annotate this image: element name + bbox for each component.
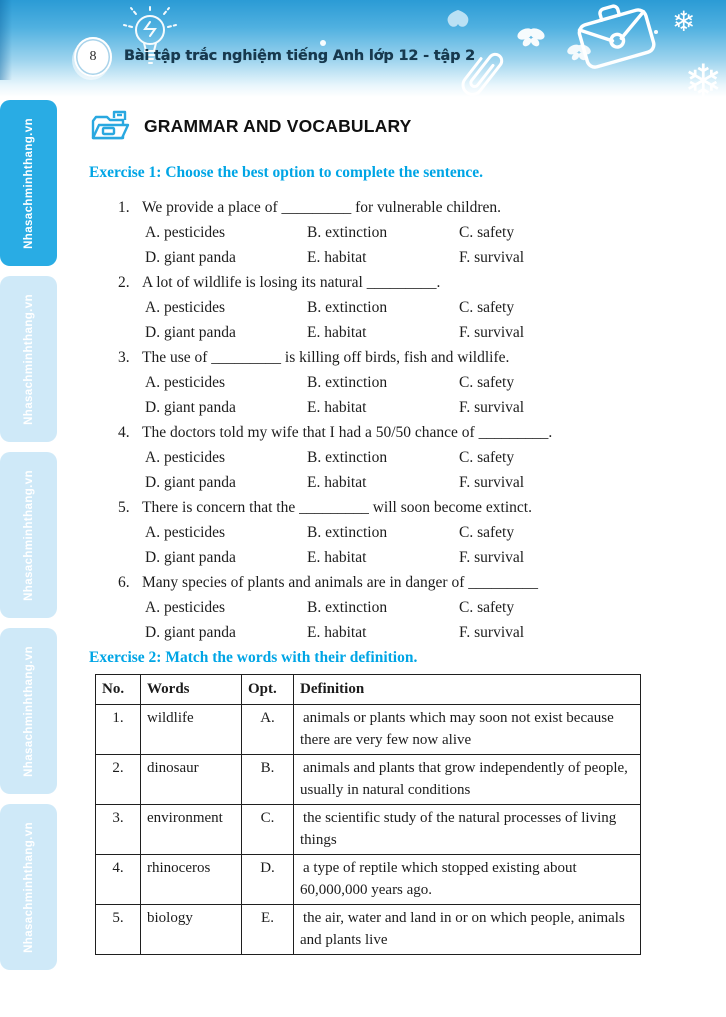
answer-option: B. extinction [307, 449, 388, 466]
watermark-label: Nhasachminhthang.vn [22, 117, 35, 249]
word-cell: wildlife [141, 704, 242, 754]
answer-option: C. safety [459, 599, 515, 616]
watermark-block [0, 100, 57, 266]
paperclip-icon [447, 36, 512, 106]
answer-option: B. extinction [307, 224, 388, 241]
answer-option: E. habitat [307, 474, 367, 491]
word-cell: environment [141, 804, 242, 854]
table-header-row [96, 675, 641, 705]
options-row [89, 620, 645, 645]
question-line [89, 270, 645, 295]
butterfly-icon [516, 26, 546, 50]
vocab-table [95, 674, 641, 955]
question-text: The use of _________ is killing off birds, fish and wildlife. [142, 349, 510, 366]
definition-cell: animals and plants that grow independently of people, usually in natural conditions [294, 754, 641, 804]
column-header-definition: Definition [294, 675, 641, 705]
question-number: 5. [118, 499, 130, 516]
snowflake-icon: ❄ [672, 5, 696, 38]
question-item [89, 270, 645, 345]
briefcase-icon [569, 0, 661, 74]
watermark-label: Nhasachminhthang.vn [22, 645, 35, 777]
options-row [89, 295, 645, 320]
table-row [96, 904, 641, 954]
options-row [89, 370, 645, 395]
snowflake-icon: ❄ [684, 54, 723, 108]
answer-option: F. survival [459, 399, 525, 416]
option-letter-cell: A. [242, 704, 294, 754]
watermark-block [0, 804, 57, 970]
page-number-badge [74, 37, 112, 77]
question-text: There is concern that the _________ will soon become extinct. [142, 499, 532, 516]
question-item [89, 570, 645, 645]
row-number-cell: 1. [96, 704, 141, 754]
question-line [89, 345, 645, 370]
answer-option: A. pesticides [145, 224, 226, 241]
answer-option: A. pesticides [145, 374, 226, 391]
answer-option: A. pesticides [145, 299, 226, 316]
answer-option: A. pesticides [145, 524, 226, 541]
question-number: 4. [118, 424, 130, 441]
answer-option: B. extinction [307, 524, 388, 541]
dot-decoration [320, 40, 326, 46]
row-number-cell: 4. [96, 854, 141, 904]
watermark-block [0, 452, 57, 618]
table-row [96, 704, 641, 754]
question-text: Many species of plants and animals are in danger of _________ [142, 574, 539, 591]
question-number: 2. [118, 274, 130, 291]
answer-option: B. extinction [307, 299, 388, 316]
answer-option: C. safety [459, 524, 515, 541]
answer-option: B. extinction [307, 599, 388, 616]
answer-option: D. giant panda [145, 249, 236, 266]
options-row [89, 220, 645, 245]
table-row [96, 854, 641, 904]
watermark-block [0, 628, 57, 794]
options-row [89, 445, 645, 470]
watermark-label: Nhasachminhthang.vn [22, 293, 35, 425]
main-content [89, 109, 645, 955]
question-number: 6. [118, 574, 130, 591]
watermark-label: Nhasachminhthang.vn [22, 469, 35, 601]
option-letter-cell: C. [242, 804, 294, 854]
watermark-block [0, 276, 57, 442]
header-banner [0, 0, 726, 108]
table-row [96, 804, 641, 854]
watermark-label: Nhasachminhthang.vn [22, 821, 35, 953]
word-cell: dinosaur [141, 754, 242, 804]
section-header [89, 109, 645, 143]
table-body [96, 704, 641, 954]
answer-option: B. extinction [307, 374, 388, 391]
answer-option: E. habitat [307, 399, 367, 416]
answer-option: E. habitat [307, 249, 367, 266]
answer-option: F. survival [459, 549, 525, 566]
question-item [89, 345, 645, 420]
folder-icon [89, 109, 131, 143]
question-text: We provide a place of _________ for vulnerable children. [142, 199, 501, 216]
answer-option: F. survival [459, 324, 525, 341]
answer-option: F. survival [459, 249, 525, 266]
table-row [96, 754, 641, 804]
section-title: GRAMMAR AND VOCABULARY [144, 115, 412, 136]
exercise1-heading: Exercise 1: Choose the best option to complete the sentence. [89, 164, 484, 181]
question-item [89, 495, 645, 570]
question-line [89, 570, 645, 595]
exercise2-heading: Exercise 2: Match the words with their definition. [89, 649, 418, 666]
options-row [89, 520, 645, 545]
options-row [89, 245, 645, 270]
question-line [89, 420, 645, 445]
answer-option: D. giant panda [145, 324, 236, 341]
definition-cell: a type of reptile which stopped existing about 60,000,000 years ago. [294, 854, 641, 904]
answer-option: D. giant panda [145, 474, 236, 491]
definition-cell: the air, water and land in or on which people, animals and plants live [294, 904, 641, 954]
question-item [89, 420, 645, 495]
leaf-icon [444, 8, 472, 34]
options-row [89, 595, 645, 620]
word-cell: biology [141, 904, 242, 954]
page-number: 8 [89, 49, 97, 64]
row-number-cell: 3. [96, 804, 141, 854]
option-letter-cell: E. [242, 904, 294, 954]
question-number: 3. [118, 349, 130, 366]
answer-option: C. safety [459, 224, 515, 241]
answer-option: D. giant panda [145, 549, 236, 566]
answer-option: C. safety [459, 374, 515, 391]
column-header-words: Words [141, 675, 242, 705]
question-line [89, 495, 645, 520]
answer-option: C. safety [459, 299, 515, 316]
question-number: 1. [118, 199, 130, 216]
word-cell: rhinoceros [141, 854, 242, 904]
question-item [89, 195, 645, 270]
answer-option: A. pesticides [145, 449, 226, 466]
options-row [89, 395, 645, 420]
answer-option: E. habitat [307, 624, 367, 641]
answer-option: E. habitat [307, 324, 367, 341]
book-title: Bài tập trắc nghiệm tiếng Anh lớp 12 - tập 2 [124, 48, 475, 64]
options-row [89, 320, 645, 345]
exercise1-questions [89, 195, 645, 645]
definition-cell: the scientific study of the natural processes of living things [294, 804, 641, 854]
answer-option: A. pesticides [145, 599, 226, 616]
answer-option: F. survival [459, 474, 525, 491]
answer-option: F. survival [459, 624, 525, 641]
sidebar-watermark [0, 100, 57, 970]
options-row [89, 545, 645, 570]
question-line [89, 195, 645, 220]
column-header-no: No. [96, 675, 141, 705]
answer-option: D. giant panda [145, 624, 236, 641]
options-row [89, 470, 645, 495]
row-number-cell: 2. [96, 754, 141, 804]
column-header-opt: Opt. [242, 675, 294, 705]
answer-option: C. safety [459, 449, 515, 466]
option-letter-cell: D. [242, 854, 294, 904]
definition-cell: animals or plants which may soon not exist because there are very few now alive [294, 704, 641, 754]
option-letter-cell: B. [242, 754, 294, 804]
answer-option: E. habitat [307, 549, 367, 566]
question-text: A lot of wildlife is losing its natural _________. [142, 274, 441, 291]
row-number-cell: 5. [96, 904, 141, 954]
question-text: The doctors told my wife that I had a 50/50 chance of _________. [142, 424, 553, 441]
answer-option: D. giant panda [145, 399, 236, 416]
dot-decoration [654, 30, 658, 34]
